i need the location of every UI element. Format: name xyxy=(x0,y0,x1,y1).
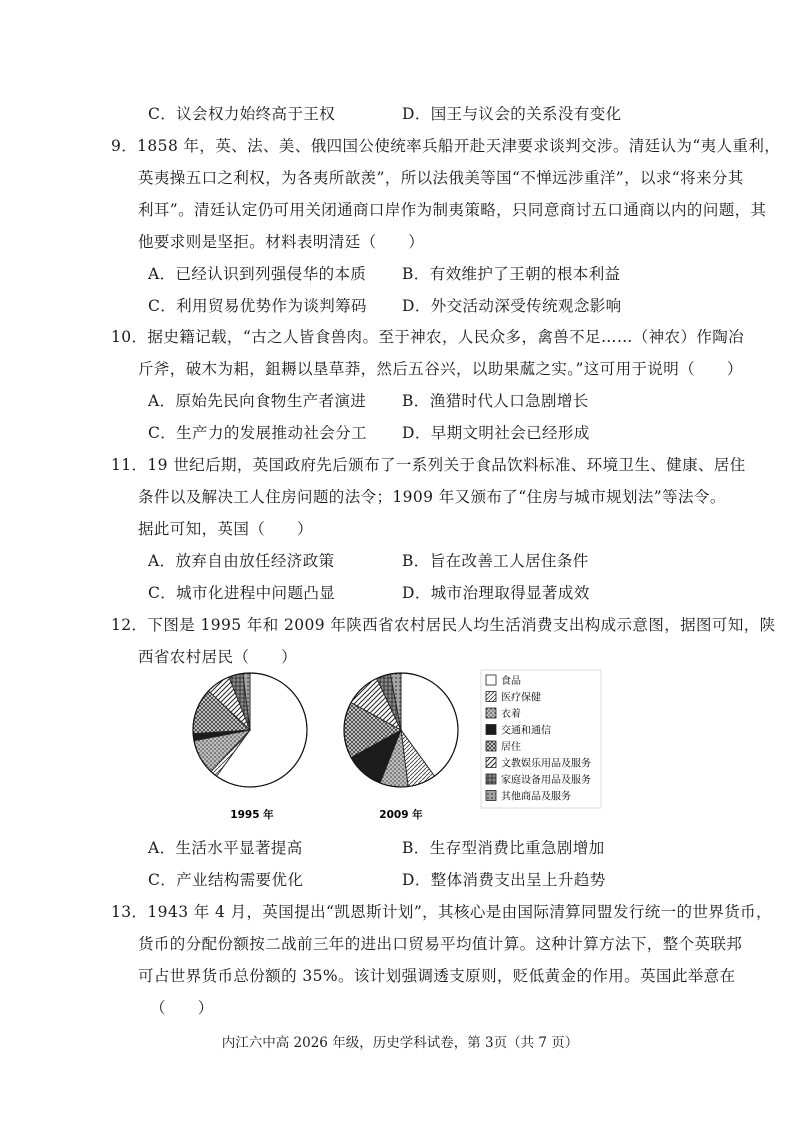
q9-stem-line-1: 9．1858 年，英、法、美、俄四国公使统率兵船开赴天津要求谈判交涉。清廷认为“夷人重利， xyxy=(111,137,781,155)
q10-stem-line-2: 斤斧，破木为耜，鉏耨以垦草莽，然后五谷兴，以助果蓏之实。”这可用于说明（ ） xyxy=(138,360,743,378)
q12-option-c: C．产业结构需要优化 xyxy=(148,871,304,889)
q11-option-b: B．旨在改善工人居住条件 xyxy=(402,552,589,570)
q10-stem-line-1: 10．据史籍记载，“古之人皆食兽肉。至于神农，人民众多，禽兽不足……（神农）作陶冶 xyxy=(111,328,745,346)
pie-caption-1: 2009 年 xyxy=(379,809,423,821)
q12-option-a: A．生活水平显著提高 xyxy=(148,839,303,857)
legend-frame xyxy=(481,670,601,808)
q9-stem-line-3: 利耳”。清廷认定仍可用关闭通商口岸作为制夷策略，只同意商讨五口通商以内的问题，其 xyxy=(138,201,767,219)
q9-option-b: B．有效维护了王朝的根本利益 xyxy=(402,265,621,283)
q13-stem-line-3: 可占世界货币总份额的 35%。该计划强调透支原则，贬低黄金的作用。英国此举意在 xyxy=(138,967,736,985)
q9-option-a: A．已经认识到列强侵华的本质 xyxy=(148,265,367,283)
legend-swatch-3 xyxy=(486,725,496,735)
legend-label-6: 家庭设备用品及服务 xyxy=(501,775,591,786)
q12-stem-line-1: 12．下图是 1995 年和 2009 年陕西省农村居民人均生活消费支出构成示意图，据图可知，陕 xyxy=(111,616,776,634)
q8-option-d: D．国王与议会的关系没有变化 xyxy=(402,105,622,123)
page-footer: 内江六中高 2026 年级，历史学科试卷，第 3页（共 7 页） xyxy=(221,1035,579,1051)
q9-stem-line-2: 英夷操五口之利权，为各夷所歆羡”，所以法俄美等国“不惮远涉重洋”，以求“将来分其 xyxy=(138,169,744,187)
consumption-pie-svg xyxy=(190,668,610,828)
legend-swatch-0 xyxy=(486,675,496,685)
legend-swatch-5 xyxy=(486,758,496,768)
q12-option-d: D．整体消费支出呈上升趋势 xyxy=(402,871,606,889)
legend-swatch-6 xyxy=(486,774,496,784)
q11-option-a: A．放弃自由放任经济政策 xyxy=(148,552,335,570)
q11-option-c: C．城市化进程中问题凸显 xyxy=(148,584,336,602)
q11-stem-line-3: 据此可知，英国（ ） xyxy=(138,520,313,538)
legend-swatch-1 xyxy=(486,692,496,702)
legend-swatch-7 xyxy=(486,791,496,801)
q11-stem-line-2: 条件以及解决工人住房问题的法令；1909 年又颁布了“住房与城市规划法”等法令。 xyxy=(138,488,726,506)
q10-option-b: B．渔猎时代人口急剧增长 xyxy=(402,392,589,410)
legend-label-2: 衣着 xyxy=(501,709,521,720)
q12-stem-line-2: 西省农村居民（ ） xyxy=(138,648,298,666)
legend-label-3: 交通和通信 xyxy=(501,725,551,737)
q13-stem-line-2: 货币的分配份额按二战前三年的进出口贸易平均值计算。这种计算方法下，整个英联邦 xyxy=(138,935,743,953)
q11-option-d: D．城市治理取得显著成效 xyxy=(402,584,590,602)
q9-option-c: C．利用贸易优势作为谈判筹码 xyxy=(148,297,367,315)
legend-label-5: 文教娱乐用品及服务 xyxy=(501,758,591,770)
pie-caption-0: 1995 年 xyxy=(230,809,274,821)
q13-stem-line-1: 13．1943 年 4 月，英国提出“凯恩斯计划”，其核心是由国际清算同盟发行统一的世界货币， xyxy=(111,903,772,921)
q10-option-c: C．生产力的发展推动社会分工 xyxy=(148,424,367,442)
q8-option-c: C．议会权力始终高于王权 xyxy=(148,105,336,123)
q10-option-a: A．原始先民向食物生产者演进 xyxy=(148,392,367,410)
q9-option-d: D．外交活动深受传统观念影响 xyxy=(402,297,622,315)
q9-stem-line-4: 他要求则是坚拒。材料表明清廷（ ） xyxy=(138,233,425,251)
legend-swatch-2 xyxy=(486,708,496,718)
legend-label-0: 食品 xyxy=(501,676,521,687)
q10-option-d: D．早期文明社会已经形成 xyxy=(402,424,590,442)
legend-label-4: 居住 xyxy=(501,742,521,753)
legend-swatch-4 xyxy=(486,741,496,751)
legend-label-1: 医疗保健 xyxy=(501,692,541,704)
q13-stem-line-4: （ ） xyxy=(150,999,214,1017)
q12-option-b: B．生存型消费比重急剧增加 xyxy=(402,839,605,857)
q11-stem-line-1: 11．19 世纪后期，英国政府先后颁布了一系列关于食品饮料标准、环境卫生、健康、居住 xyxy=(111,456,746,474)
legend-label-7: 其他商品及服务 xyxy=(501,791,571,803)
consumption-pie-figure xyxy=(190,668,610,828)
